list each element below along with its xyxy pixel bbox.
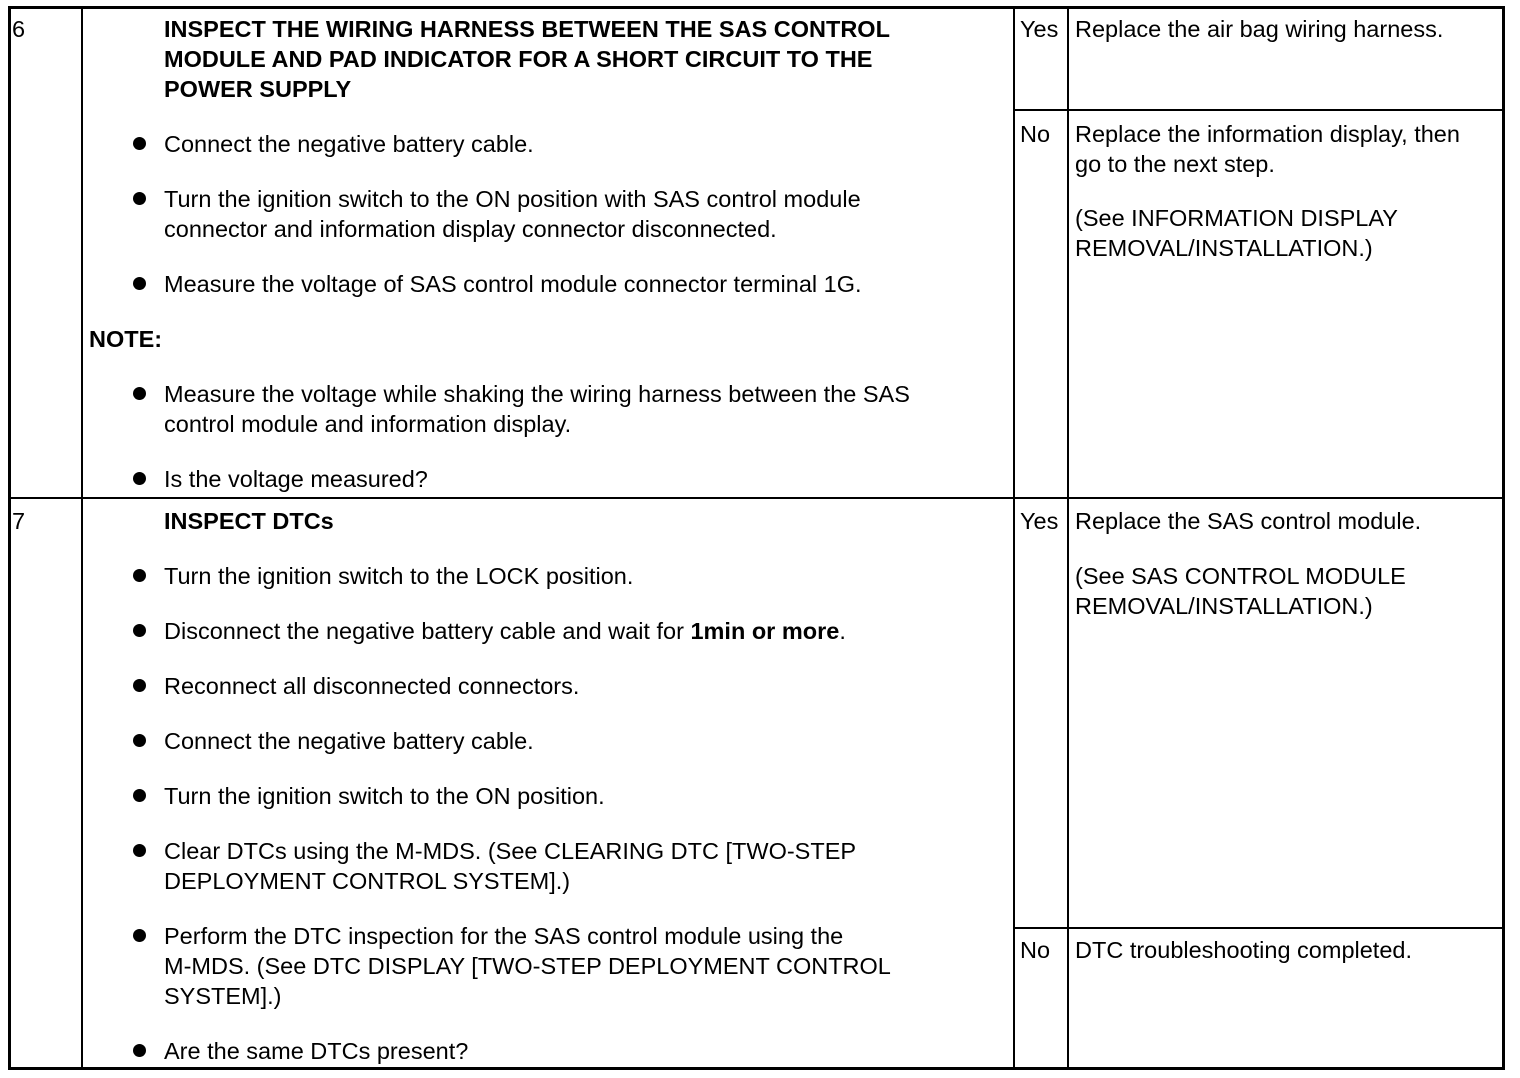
bullet-text: Measure the voltage while shaking the wiring harness between the SAS	[164, 381, 910, 407]
no-label: No	[1020, 121, 1051, 147]
column-divider-step	[81, 6, 83, 1070]
bullet-icon	[133, 734, 146, 747]
yes-label: Yes	[1020, 508, 1059, 534]
bullet-text: Are the same DTCs present?	[164, 1038, 469, 1064]
no-label: No	[1020, 937, 1051, 963]
bullet-text: Turn the ignition switch to the ON position with SAS control module	[164, 186, 861, 212]
bullet-icon	[133, 387, 146, 400]
step-heading-line: INSPECT DTCs	[164, 508, 334, 534]
step-heading-line: POWER SUPPLY	[164, 76, 352, 102]
bullet-text-prefix: Disconnect the negative battery cable and wait for	[164, 618, 691, 644]
bullet-icon	[133, 1044, 146, 1057]
step-heading-line: MODULE AND PAD INDICATOR FOR A SHORT CIRCUIT TO THE	[164, 46, 873, 72]
bullet-icon	[133, 472, 146, 485]
bullet-text: Perform the DTC inspection for the SAS control module using the	[164, 923, 844, 949]
note-label: NOTE:	[89, 326, 163, 352]
row-divider-step6-yes-no	[1013, 109, 1505, 111]
no-action: Replace the information display, then	[1075, 121, 1460, 147]
bullet-icon	[133, 137, 146, 150]
bullet-text: Turn the ignition switch to the LOCK position.	[164, 563, 634, 589]
bullet-text: DEPLOYMENT CONTROL SYSTEM].)	[164, 868, 571, 894]
no-reference: (See INFORMATION DISPLAY	[1075, 205, 1398, 231]
step-number: 6	[12, 16, 26, 42]
bullet-text: Connect the negative battery cable.	[164, 728, 534, 754]
column-divider-result	[1067, 6, 1069, 1070]
bullet-icon	[133, 679, 146, 692]
bullet-icon	[133, 569, 146, 582]
yes-action: Replace the air bag wiring harness.	[1075, 16, 1444, 42]
bullet-text: Reconnect all disconnected connectors.	[164, 673, 580, 699]
no-action: go to the next step.	[1075, 151, 1275, 177]
bullet-icon	[133, 192, 146, 205]
yes-action: Replace the SAS control module.	[1075, 508, 1422, 534]
bullet-icon	[133, 929, 146, 942]
bullet-text: M-MDS. (See DTC DISPLAY [TWO-STEP DEPLOYMENT CONTROL	[164, 953, 891, 979]
bullet-text: Clear DTCs using the M-MDS. (See CLEARING DTC [TWO-STEP	[164, 838, 857, 864]
yes-reference: (See SAS CONTROL MODULE	[1075, 563, 1406, 589]
row-divider-step7-yes-no	[1013, 927, 1505, 929]
yes-label: Yes	[1020, 16, 1059, 42]
bullet-text-suffix: .	[839, 618, 846, 644]
troubleshooting-table	[8, 6, 1505, 1070]
bullet-icon	[133, 277, 146, 290]
yes-reference: REMOVAL/INSTALLATION.)	[1075, 593, 1373, 619]
bullet-text: Measure the voltage of SAS control module connector terminal 1G.	[164, 271, 862, 297]
bullet-icon	[133, 624, 146, 637]
bullet-text: Connect the negative battery cable.	[164, 131, 534, 157]
column-divider-inspection	[1013, 6, 1015, 1070]
bullet-icon	[133, 844, 146, 857]
bullet-text	[164, 616, 846, 646]
bullet-text: connector and information display connector disconnected.	[164, 216, 777, 242]
bullet-text: control module and information display.	[164, 411, 572, 437]
row-divider-step-6-7	[8, 497, 1505, 499]
bullet-text: Turn the ignition switch to the ON position.	[164, 783, 605, 809]
step-heading-line: INSPECT THE WIRING HARNESS BETWEEN THE SAS CONTROL	[164, 16, 890, 42]
bullet-icon	[133, 789, 146, 802]
step-number: 7	[12, 508, 26, 534]
no-action: DTC troubleshooting completed.	[1075, 937, 1413, 963]
bullet-text: Is the voltage measured?	[164, 466, 428, 492]
bullet-text: SYSTEM].)	[164, 983, 282, 1009]
bullet-text-emphasis: 1min or more	[690, 618, 840, 644]
no-reference: REMOVAL/INSTALLATION.)	[1075, 235, 1373, 261]
